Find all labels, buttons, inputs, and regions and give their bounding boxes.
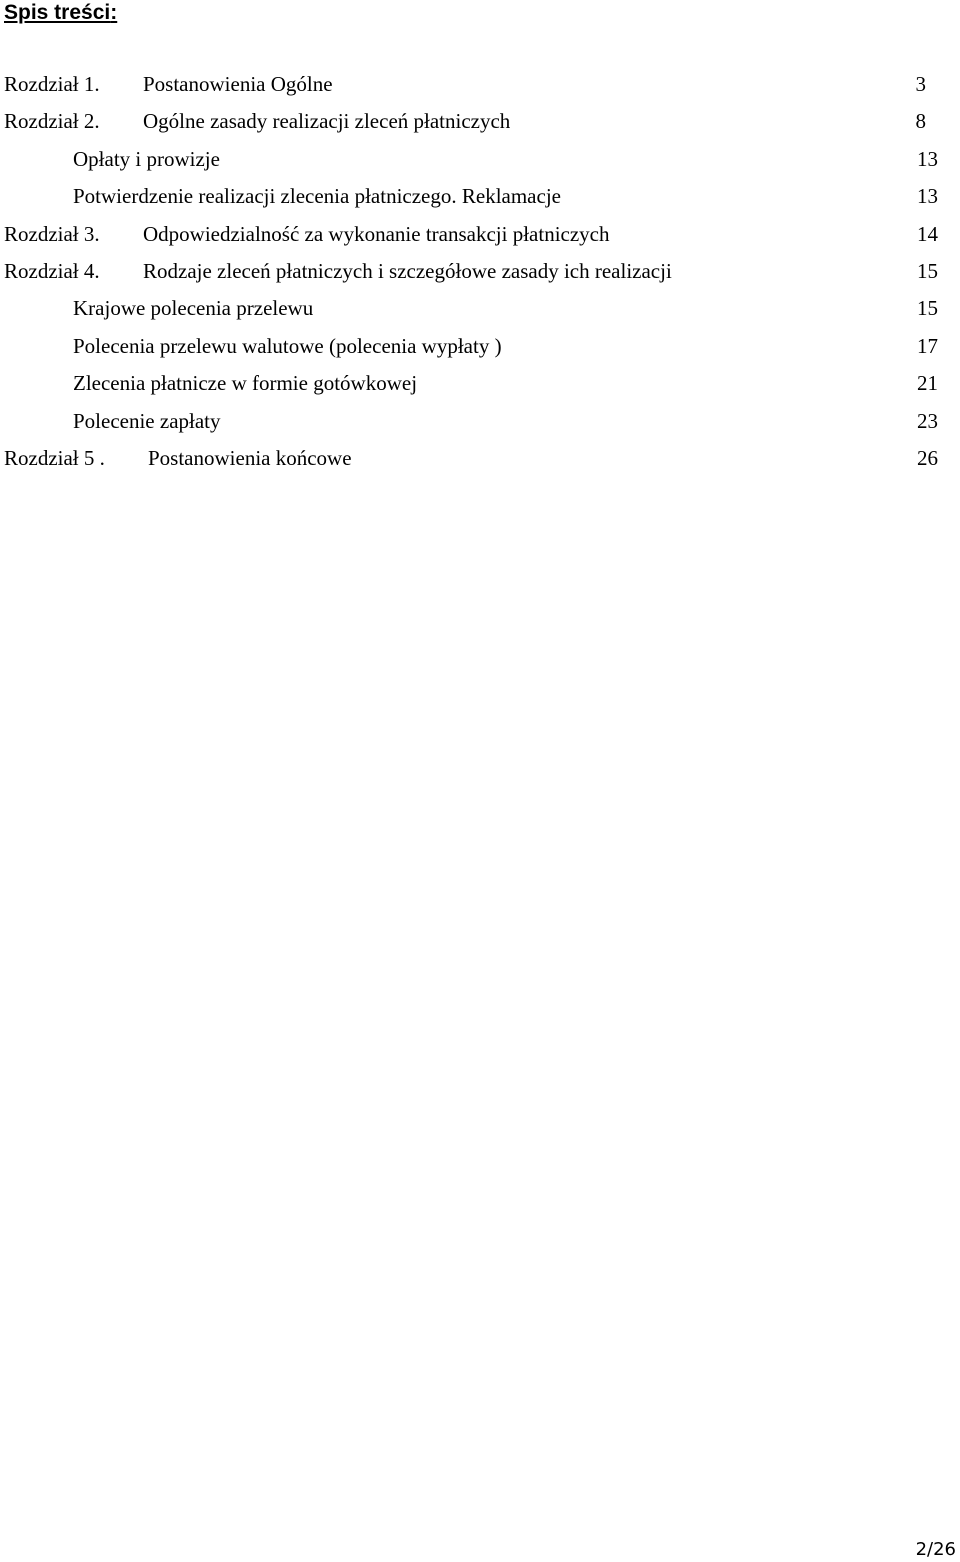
toc-entry-page: 13	[917, 146, 938, 171]
toc-entry-section-domestic-transfers[interactable]	[0, 290, 960, 327]
toc-entry-chapter-5[interactable]	[0, 440, 960, 477]
toc-entry-number: Rozdział 4.	[4, 258, 100, 283]
toc-entry-page: 15	[917, 296, 938, 321]
toc-entry-title: Opłaty i prowizje	[73, 146, 220, 171]
toc-heading-text: Spis treści	[4, 1, 111, 24]
toc-entry-title: Potwierdzenie realizacji zlecenia płatniczego. Reklamacje	[73, 184, 561, 209]
toc-entry-chapter-2[interactable]	[0, 103, 960, 140]
toc-entry-page: 13	[917, 184, 938, 209]
toc-entry-page: 8	[915, 109, 926, 134]
toc-entry-page: 21	[917, 371, 938, 396]
toc-entry-number: Rozdział 1.	[4, 72, 100, 96]
toc-entry-chapter-1[interactable]	[0, 66, 960, 103]
toc-entry-number: Rozdział 5 .	[4, 445, 105, 470]
toc-entry-number: Rozdział 2.	[4, 109, 100, 134]
toc-entry-title: Krajowe polecenia przelewu	[73, 296, 314, 321]
toc-entry-section-cash-orders[interactable]	[0, 365, 960, 402]
toc-entry-page: 17	[917, 333, 938, 358]
toc-entry-page: 14	[917, 221, 938, 246]
toc-entry-section-direct-debit[interactable]	[0, 403, 960, 440]
toc-entry-page: 15	[917, 258, 938, 283]
toc-entry-title: Polecenia przelewu walutowe (polecenia wypłaty )	[73, 333, 502, 358]
toc-heading-colon: :	[110, 1, 118, 24]
toc-entry-page: 3	[915, 72, 926, 96]
toc-entry-chapter-4[interactable]	[0, 253, 960, 290]
toc-entry-title: Polecenie zapłaty	[73, 408, 221, 433]
toc-entry-title: Zlecenia płatnicze w formie gotówkowej	[73, 371, 418, 396]
toc-entry-title: Postanowienia końcowe	[148, 445, 352, 470]
toc-entry-page: 23	[917, 408, 938, 433]
toc-entry-title: Odpowiedzialność za wykonanie transakcji płatniczych	[143, 221, 610, 246]
toc-entry-title: Ogólne zasady realizacji zleceń płatniczych	[143, 109, 511, 134]
toc-entry-section-fees[interactable]	[0, 141, 960, 178]
page-number-indicator: 2/26	[915, 1539, 956, 1560]
table-of-contents	[0, 66, 960, 477]
toc-entry-section-foreign-transfers[interactable]	[0, 328, 960, 365]
toc-entry-title: Postanowienia Ogólne	[143, 72, 333, 96]
toc-entry-chapter-3[interactable]	[0, 216, 960, 253]
toc-entry-title: Rodzaje zleceń płatniczych i szczegółowe zasady ich realizacji	[143, 258, 672, 283]
toc-entry-number: Rozdział 3.	[4, 221, 100, 246]
toc-entry-page: 26	[917, 445, 938, 470]
toc-heading	[4, 0, 117, 26]
toc-entry-section-complaints[interactable]	[0, 178, 960, 215]
